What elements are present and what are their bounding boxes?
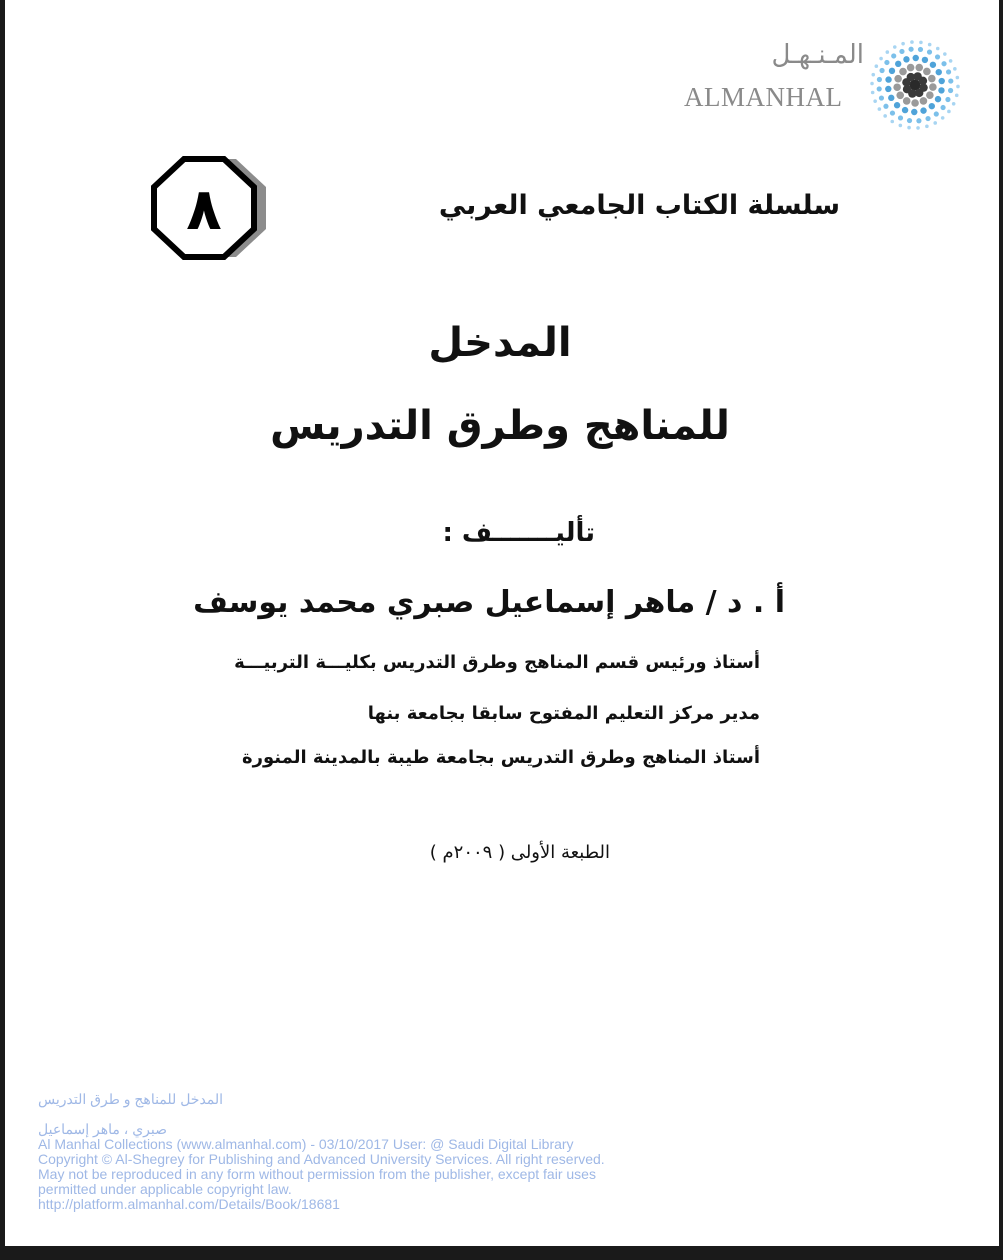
logo-dot bbox=[899, 124, 903, 128]
logo-dot bbox=[886, 50, 890, 54]
logo-dot bbox=[920, 107, 926, 113]
logo-dot bbox=[940, 105, 945, 110]
logo-dot bbox=[934, 111, 939, 116]
logo-dot bbox=[898, 115, 903, 120]
logo-dot bbox=[879, 68, 884, 73]
logo-dot bbox=[941, 61, 946, 66]
logo-dot bbox=[935, 96, 941, 102]
logo-dot bbox=[883, 114, 887, 118]
book-title-line-1: المدخل bbox=[428, 320, 572, 366]
logo-dot bbox=[894, 75, 902, 83]
logo-dot bbox=[935, 54, 940, 59]
watermark-link[interactable]: http://platform.almanhal.com/Details/Book/18681 bbox=[38, 1196, 340, 1212]
series-number: ٨ bbox=[186, 175, 222, 243]
author-label: تأليـــــــف : bbox=[442, 518, 595, 548]
logo-dot bbox=[877, 77, 882, 82]
logo-dot bbox=[885, 76, 891, 82]
author-name: أ . د / ماهر إسماعيل صبري محمد يوسف bbox=[193, 585, 785, 620]
logo-dot bbox=[879, 57, 883, 61]
logo-dot bbox=[956, 76, 960, 80]
logo-dot bbox=[936, 69, 942, 75]
logo-dot bbox=[899, 68, 907, 76]
logo-dot bbox=[870, 82, 874, 86]
logo-dot bbox=[896, 91, 904, 99]
logo-dot bbox=[878, 107, 882, 111]
author-role: مدير مركز التعليم المفتوح سابقا بجامعة بنها bbox=[367, 703, 760, 724]
logo-dot bbox=[948, 88, 953, 93]
watermark-author: صبري ، ماهر إسماعيل bbox=[38, 1121, 168, 1137]
logo-dot bbox=[907, 118, 912, 123]
almanhal-logo bbox=[684, 40, 960, 130]
logo-dot bbox=[949, 59, 953, 63]
logo-dot bbox=[929, 103, 935, 109]
logo-dot bbox=[955, 94, 959, 98]
logo-dot bbox=[947, 110, 951, 114]
logo-dot bbox=[877, 86, 882, 91]
logo-dot bbox=[884, 60, 889, 65]
logo-arabic-text: المـنـهـل bbox=[771, 40, 864, 70]
logo-dot bbox=[938, 87, 944, 93]
logo-dot bbox=[895, 61, 901, 67]
logo-dot bbox=[908, 47, 913, 52]
edition-text: الطبعة الأولى ( ٢٠٠٩م ) bbox=[429, 842, 610, 863]
logo-dot bbox=[894, 102, 900, 108]
logo-dot bbox=[871, 73, 875, 77]
logo-dot bbox=[910, 40, 914, 44]
logo-dot bbox=[873, 99, 877, 103]
logo-dot bbox=[871, 91, 875, 95]
logo-dot bbox=[911, 109, 917, 115]
series-number-badge bbox=[150, 155, 270, 261]
logo-dot bbox=[943, 52, 947, 56]
logo-dot bbox=[916, 126, 920, 130]
logo-dot bbox=[903, 97, 911, 105]
logo-dot bbox=[916, 118, 921, 123]
logo-dot bbox=[945, 97, 950, 102]
logo-dot bbox=[890, 120, 894, 124]
logo-dot bbox=[919, 41, 923, 45]
dotted-circle-logo-icon bbox=[870, 40, 960, 130]
logo-dot bbox=[918, 47, 923, 52]
logo-dot bbox=[913, 55, 919, 61]
logo-dot bbox=[933, 121, 937, 125]
logo-dot bbox=[941, 116, 945, 120]
watermark-line: permitted under applicable copyright law. bbox=[38, 1181, 292, 1197]
logo-dot bbox=[891, 53, 896, 58]
logo-dot bbox=[883, 104, 888, 109]
logo-dot bbox=[907, 126, 911, 130]
page-right-border bbox=[999, 0, 1003, 1260]
page-bottom-border bbox=[0, 1246, 1003, 1260]
logo-dot bbox=[922, 57, 928, 63]
logo-dot bbox=[915, 64, 923, 72]
logo-dot bbox=[925, 116, 930, 121]
logo-dot bbox=[919, 77, 927, 85]
watermark-book-title: المدخل للمناهج و طرق التدريس bbox=[38, 1091, 224, 1107]
logo-dot bbox=[926, 91, 934, 99]
logo-dot bbox=[901, 42, 905, 46]
logo-dot bbox=[893, 45, 897, 49]
logo-dot bbox=[920, 97, 928, 105]
logo-dot bbox=[885, 86, 891, 92]
logo-dot bbox=[928, 43, 932, 47]
watermark-line: Al Manhal Collections (www.almanhal.com) - 03/10/2017 User: @ Saudi Digital Library bbox=[38, 1136, 574, 1152]
watermark-line: May not be reproduced in any form without permission from the publisher, except fair uses bbox=[38, 1166, 596, 1182]
series-title: سلسلة الكتاب الجامعي العربي bbox=[438, 190, 840, 221]
book-title-line-2: للمناهج وطرق التدريس bbox=[270, 403, 730, 449]
logo-english-text: ALMANHAL bbox=[684, 82, 843, 112]
logo-dot bbox=[948, 78, 953, 83]
logo-dot bbox=[939, 78, 945, 84]
logo-dot bbox=[911, 99, 919, 107]
watermark-line: Copyright © Al-Shegrey for Publishing and Advanced University Services. All right reserved. bbox=[38, 1151, 605, 1167]
logo-dot bbox=[930, 62, 936, 68]
logo-dot bbox=[893, 83, 901, 91]
logo-dot bbox=[928, 75, 936, 83]
logo-dot bbox=[879, 95, 884, 100]
logo-dot bbox=[875, 64, 879, 68]
logo-dot bbox=[952, 102, 956, 106]
logo-dot bbox=[936, 47, 940, 51]
logo-dot bbox=[956, 85, 960, 89]
logo-dot bbox=[889, 68, 895, 74]
logo-dot bbox=[925, 125, 929, 129]
logo-dot bbox=[907, 64, 915, 72]
logo-dot bbox=[929, 83, 937, 91]
author-role: أستاذ ورئيس قسم المناهج وطرق التدريس بكليـــة التربيـــة bbox=[234, 652, 760, 673]
author-role: أستاذ المناهج وطرق التدريس بجامعة طيبة بالمدينة المنورة bbox=[242, 747, 760, 768]
logo-dot bbox=[923, 68, 931, 76]
logo-dot bbox=[953, 67, 957, 71]
logo-dot bbox=[902, 107, 908, 113]
logo-dot bbox=[946, 69, 951, 74]
logo-dot bbox=[890, 110, 895, 115]
logo-dot bbox=[899, 49, 904, 54]
page-left-border bbox=[0, 0, 5, 1260]
logo-dot bbox=[888, 95, 894, 101]
logo-dot bbox=[903, 56, 909, 62]
logo-dot bbox=[927, 49, 932, 54]
